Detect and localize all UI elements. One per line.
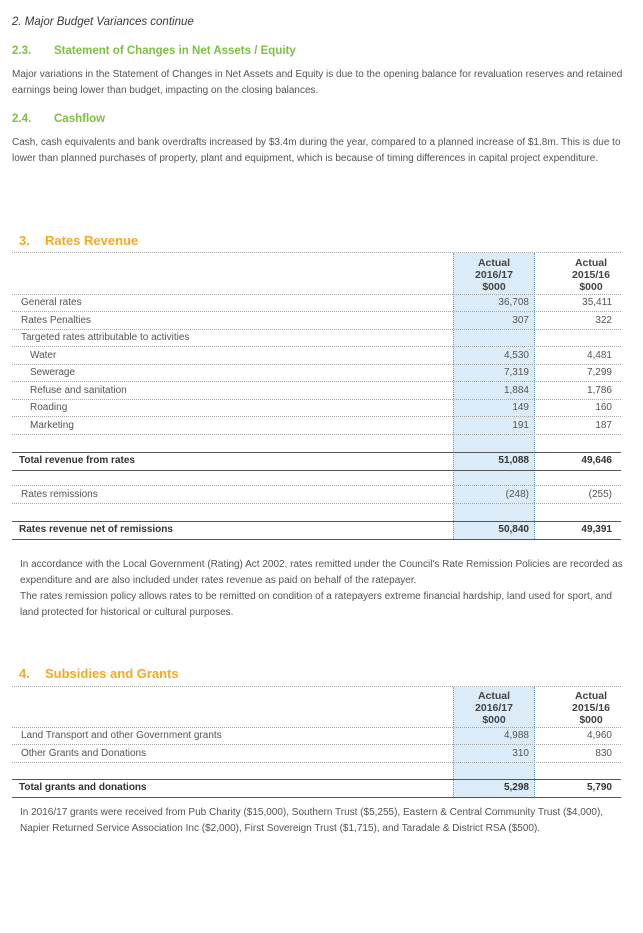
- col-header-line: 2015/16: [572, 269, 610, 281]
- grants-note: In 2016/17 grants were received from Pub Charity ($15,000), Southern Trust ($5,255), Eastern & Central Community Trust ($4,000), Napier Returned Service Association Inc ($2,000), First Sovereign Trust ($1,715), and Taradale & District RSA ($500).: [20, 807, 604, 834]
- row-value-2016-17: 5,298: [503, 782, 529, 793]
- row-value-2015-16: 830: [595, 748, 612, 759]
- col-header-line: $000: [482, 281, 506, 293]
- row-value-2016-17: 1,884: [503, 385, 529, 396]
- table-row: [12, 418, 621, 435]
- heading-3-number: 3.: [19, 233, 30, 248]
- table-row: [12, 746, 621, 763]
- row-value-2015-16: 4,960: [586, 730, 612, 741]
- heading-3-title: Rates Revenue: [45, 233, 139, 248]
- rates-col-header-prior: [550, 257, 632, 293]
- row-value-2015-16: 5,790: [586, 782, 612, 793]
- row-value-2016-17: 4,988: [503, 730, 529, 741]
- table-row: [12, 365, 621, 382]
- col-header-line: 2016/17: [475, 702, 513, 714]
- row-value-2015-16: 160: [595, 402, 612, 413]
- row-label: Marketing: [30, 420, 74, 431]
- heading-2-4: [12, 113, 105, 125]
- heading-2-4-title: Cashflow: [54, 113, 106, 125]
- row-value-2016-17: 50,840: [498, 524, 529, 535]
- table-row: [12, 383, 621, 400]
- col-header-line: Actual: [477, 257, 511, 269]
- row-value-2016-17: 149: [512, 402, 529, 413]
- remissions-row: [12, 487, 621, 504]
- table-row: [12, 295, 621, 312]
- col-header-line: $000: [482, 714, 506, 726]
- row-label: Refuse and sanitation: [30, 385, 127, 396]
- rates-note-2: The rates remission policy allows rates to be remitted on condition of a ratepayers extreme financial hardship, land used for sport, and land protected for historical or cultural purposes.: [20, 591, 612, 618]
- row-value-2015-16: (255): [588, 489, 612, 500]
- row-label: Water: [30, 350, 57, 361]
- row-label: Land Transport and other Government grants: [21, 730, 222, 741]
- row-value-2016-17: (248): [505, 489, 529, 500]
- row-value-2016-17: 307: [512, 315, 529, 326]
- table-row: [12, 313, 621, 330]
- row-divider: [12, 485, 621, 486]
- row-label: Rates Penalties: [21, 315, 92, 326]
- continued-heading: 2. Major Budget Variances continue: [12, 16, 194, 28]
- row-value-2016-17: 191: [512, 420, 529, 431]
- row-value-2015-16: 7,299: [586, 367, 612, 378]
- grants-col-header-prior: [550, 690, 632, 726]
- row-value-2015-16: 49,391: [581, 524, 612, 535]
- col-header-line: Actual: [477, 690, 511, 702]
- row-value-2016-17: 7,319: [503, 367, 529, 378]
- paragraph-2-3: Major variations in the Statement of Changes in Net Assets and Equity is due to the opening balance for revaluation reserves and retained earnings being lower than budget, impacting on the closing balances.: [12, 69, 623, 96]
- table-row: [12, 348, 621, 365]
- row-label: Other Grants and Donations: [21, 748, 147, 759]
- row-label: Rates revenue net of remissions: [19, 524, 173, 535]
- table-row: [12, 728, 621, 745]
- col-header-line: 2015/16: [572, 702, 610, 714]
- row-label: Rates remissions: [21, 489, 98, 500]
- row-label: Total revenue from rates: [19, 455, 135, 466]
- heading-2-3: [12, 45, 296, 57]
- row-label: General rates: [21, 297, 82, 308]
- row-value-2015-16: 49,646: [581, 455, 612, 466]
- heading-2-3-number: 2.3.: [12, 45, 32, 57]
- row-label: Roading: [30, 402, 68, 413]
- row-value-2015-16: 35,411: [582, 297, 612, 308]
- row-label: Sewerage: [30, 367, 76, 378]
- row-value-2016-17: 4,530: [503, 350, 529, 361]
- heading-2-4-number: 2.4.: [12, 113, 32, 125]
- net-rates-row: [12, 521, 621, 540]
- heading-rates-revenue: [19, 233, 138, 248]
- paragraph-2-4: Cash, cash equivalents and bank overdrafts increased by $3.4m during the year, compared to a planned increase of $1.8m. This is due to lower than planned purchases of property, plant and equipment, which is because of timing differences in capital project expenditure.: [12, 137, 621, 164]
- heading-2-3-title: Statement of Changes in Net Assets / Equity: [54, 45, 296, 57]
- row-value-2015-16: 322: [595, 315, 612, 326]
- row-value-2015-16: 1,786: [586, 385, 612, 396]
- row-value-2016-17: 51,088: [498, 455, 529, 466]
- row-value-2015-16: 4,481: [586, 350, 612, 361]
- col-header-line: $000: [579, 714, 603, 726]
- row-value-2015-16: 187: [595, 420, 612, 431]
- row-label: Targeted rates attributable to activities: [21, 332, 190, 343]
- heading-subsidies-grants: [19, 666, 179, 681]
- heading-4-title: Subsidies and Grants: [45, 666, 179, 681]
- rates-col-header-current: [453, 257, 535, 293]
- col-header-line: Actual: [574, 690, 608, 702]
- table-row: [12, 400, 621, 417]
- table-row: [12, 330, 621, 347]
- rates-note-1: In accordance with the Local Government (Rating) Act 2002, rates remitted under the Council's Rate Remission Policies are recorded as expenditure and are also included under rates revenue as paid on behalf of the ratepayer.: [20, 559, 623, 586]
- row-value-2016-17: 36,708: [498, 297, 529, 308]
- grants-col-header-current: [453, 690, 535, 726]
- total-grants-row: [12, 779, 621, 798]
- row-value-2016-17: 310: [512, 748, 529, 759]
- col-header-line: Actual: [574, 257, 608, 269]
- col-header-line: 2016/17: [475, 269, 513, 281]
- row-label: Total grants and donations: [19, 782, 147, 793]
- heading-4-number: 4.: [19, 666, 30, 681]
- total-revenue-row: [12, 452, 621, 471]
- col-header-line: $000: [579, 281, 603, 293]
